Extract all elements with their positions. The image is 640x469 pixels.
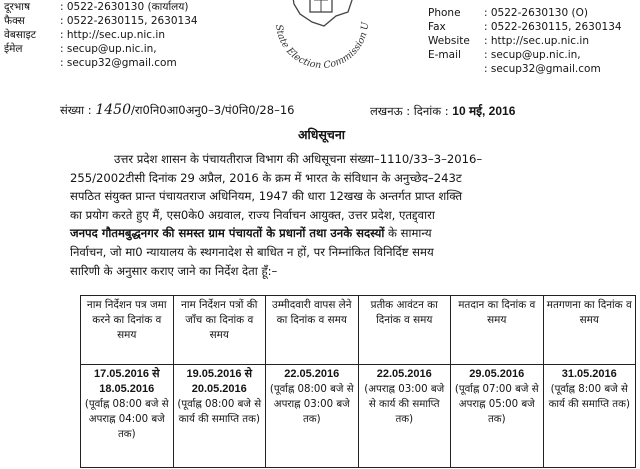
schedule-time: (पूर्वाह्न 8:00 बजे से कार्य की समाप्ति तक) (548, 384, 630, 410)
dateline-date: 10 मई, 2016 (452, 104, 516, 118)
body-line: 255/2002टीसी दिनांक 29 अप्रैल, 2016 के क्रम में भारत के संविधान के अनुच्छेद–243ट (70, 170, 462, 185)
dateline-prefix: लखनऊ : दिनांक : (370, 104, 449, 118)
contact-label (428, 62, 482, 76)
contact-value: : 0522-2630130 (कार्यालय) (60, 1, 189, 13)
contact-row-fax (4, 14, 198, 28)
header-cell-symbol-allotment: प्रतीक आवंटन का दिनांक व समय (358, 296, 451, 365)
notification-body (70, 150, 616, 280)
schedule-date: 22.05.2016 (284, 368, 340, 380)
contact-label: Phone (428, 7, 461, 19)
contact-value: : secup32@gmail.com (60, 57, 177, 69)
commission-seal-logo (252, 0, 392, 92)
handwritten-number: 1450 (95, 102, 131, 118)
dateline (370, 102, 515, 119)
contact-label: Website (428, 35, 470, 47)
header-cell-withdrawal: उम्मीदवारी वापस लेने का दिनांक व समय (266, 296, 359, 365)
body-line: सारिणी के अनुसार कराए जाने का निर्देश देता हूँ:– (70, 263, 278, 278)
schedule-cell-polling (451, 365, 544, 468)
schedule-time: (पूर्वाह्न 08:00 बजे से अपराह्न 04:00 बजे तक) (84, 399, 169, 440)
schedule-date: 22.05.2016 (376, 368, 432, 380)
contact-label: दूरभाष (4, 1, 31, 13)
seal-text: State Election Commission U (272, 21, 372, 72)
body-line: सपठित संयुक्त प्रान्त पंचायतराज अधिनियम, 1947 की धारा 12खख के अन्तर्गत प्राप्त शक्ति (70, 189, 463, 204)
contact-block-english (428, 6, 622, 76)
reference-suffix: /रा0नि0आ0अनु0–3/पं0नि0/28–16 (130, 103, 295, 117)
contact-block-hindi (4, 0, 198, 70)
contact-value: : secup32@gmail.com (484, 63, 601, 75)
contact-row-email (4, 42, 198, 56)
body-line-rest: के सामान्य (384, 226, 432, 241)
schedule-time: (पूर्वाह्न 08:00 बजे से अपराह्न 03:00 बजे तक) (269, 384, 354, 425)
contact-label: फैक्स (4, 15, 25, 27)
header-cell-polling: मतदान का दिनांक व समय (451, 296, 544, 365)
contact-value: : secup@up.nic.in, (60, 43, 157, 55)
contact-row-phone (428, 6, 622, 20)
contact-label: E-mail (428, 49, 461, 61)
schedule-date: 17.05.2016 से 18.05.2016 (93, 368, 160, 395)
header-cell-counting: मतगणना का दिनांक व समय (543, 296, 636, 365)
body-bold-phrase: जनपद गौतमबुद्धनगर की समस्त ग्राम पंचायतों के प्रधानों तथा उनके सदस्यों (70, 226, 385, 241)
header-cell-scrutiny: नाम निर्देशन पत्रों की जाँच का दिनांक व समय (173, 296, 266, 365)
contact-row-email (428, 48, 622, 62)
table-header-row (81, 296, 636, 365)
contact-row-phone (4, 0, 198, 14)
contact-value: : 0522-2630115, 2630134 (60, 15, 198, 27)
contact-row-email-2 (4, 56, 198, 70)
schedule-cell-withdrawal (266, 365, 359, 468)
contact-value: : 0522-2630130 (O) (484, 7, 588, 19)
body-line: निर्वाचन, जो मा0 न्यायालय के स्थगनादेश से बाधित न हों, पर निम्नांकित विनिर्दिष्ट समय (70, 244, 434, 259)
reference-prefix: संख्या : (60, 103, 92, 117)
schedule-time: (पूर्वाह्न 07:00 बजे से अपराह्न 05:00 बजे तक) (454, 384, 539, 425)
schedule-cell-scrutiny (173, 365, 266, 468)
header-cell-nomination: नाम निर्देशन पत्र जमा करने का दिनांक व समय (81, 296, 174, 365)
contact-label (4, 56, 58, 70)
contact-value: : 0522-2630115, 2630134 (484, 21, 622, 33)
contact-value: : http://sec.up.nic.in (60, 29, 165, 41)
contact-row-email-2 (428, 62, 622, 76)
contact-value: : secup@up.nic.in, (484, 49, 581, 61)
schedule-cell-symbol-allotment (358, 365, 451, 468)
svg-text:State Election Commission Utta (252, 0, 371, 71)
schedule-cell-nomination (81, 365, 174, 468)
schedule-date: 29.05.2016 (469, 368, 525, 380)
contact-row-website (4, 28, 198, 42)
schedule-time: (अपराह्न 03:00 बजे से कार्य की समाप्ति तक) (364, 384, 445, 425)
contact-value: : http://sec.up.nic.in (484, 35, 589, 47)
schedule-date: 19.05.2016 से 20.05.2016 (186, 368, 253, 395)
schedule-time: (पूर्वाह्न 08:00 बजे से कार्य की समाप्ति तक) (177, 399, 262, 425)
body-line (70, 224, 616, 243)
contact-label: ईमेल (4, 43, 23, 55)
election-schedule-table (80, 295, 636, 468)
document-title: अधिसूचना (298, 127, 346, 142)
schedule-cell-counting (543, 365, 636, 468)
contact-label: Fax (428, 21, 446, 33)
contact-row-fax (428, 20, 622, 34)
reference-number (60, 102, 294, 118)
contact-row-website (428, 34, 622, 48)
body-line: उत्तर प्रदेश शासन के पंचायतीराज विभाग की अधिसूचना संख्या–1110/33–3–2016– (114, 152, 483, 166)
schedule-date: 31.05.2016 (561, 368, 617, 380)
body-line: का प्रयोग करते हुए मैं, एस0के0 अग्रवाल, राज्य निर्वाचन आयुक्त, उत्तर प्रदेश, एतद्द्वारा (70, 207, 435, 222)
table-row (81, 365, 636, 468)
contact-label: वेबसाइट (4, 29, 37, 41)
